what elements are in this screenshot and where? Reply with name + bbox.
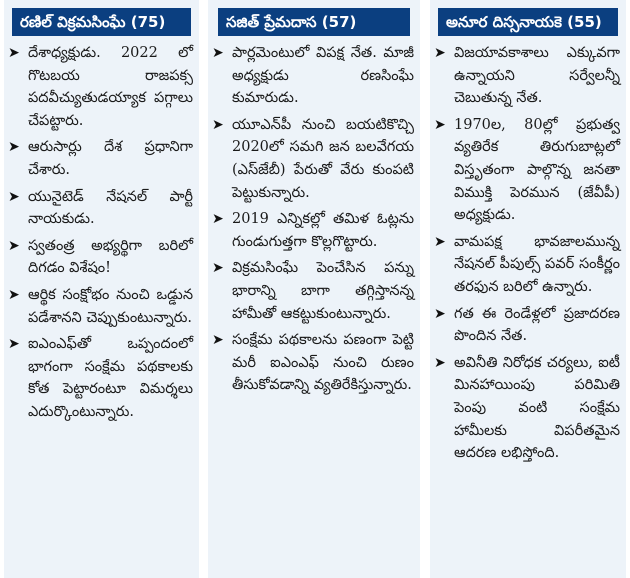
point-text: 2019 ఎన్నికల్లో తమిళ ఓట్లను గుండుగుత్తగా కొల్లగొట్టారు. — [232, 211, 414, 250]
point-item — [8, 235, 193, 280]
point-text: ఆర్థిక సంక్షోభం నుంచి ఒడ్డున పడేశానని చెప్పుకుంటున్నారు. — [28, 286, 193, 326]
point-item — [434, 231, 620, 299]
arrow-bullet-icon: ➤ — [434, 45, 446, 61]
candidate-column-sajith — [208, 0, 420, 578]
point-text: 1970ల, 80ల్లో ప్రభుత్వ వ్యతిరేక తిరుగుబాట్లలో విస్తృతంగా పాల్గొన్న జనతా విముక్తి పెరమున (జేవీపీ) అధ్యక్షుడు. — [454, 116, 620, 224]
point-text: స్వతంత్ర అభ్యర్థిగా బరిలో దిగడం విశేషం! — [28, 237, 193, 277]
points-list — [208, 42, 420, 397]
arrow-bullet-icon: ➤ — [212, 211, 224, 228]
arrow-bullet-icon: ➤ — [8, 45, 20, 61]
point-text: విక్రమసింఘే పెంచేసిన పన్ను భారాన్ని బాగా తగ్గిస్తానన్న హామీతో ఆకట్టుకుంటున్నారు. — [232, 260, 414, 322]
points-list — [430, 42, 626, 465]
point-item — [212, 329, 414, 397]
arrow-bullet-icon: ➤ — [212, 332, 224, 349]
point-text: దేశాధ్యక్షుడు. 2022 లో గొటబయ రాజపక్స పదవీచ్యుతుడయ్యాక పగ్గాలు చేపట్టారు. — [28, 45, 193, 129]
candidate-column-ranil — [4, 0, 199, 578]
point-text: వామపక్ష భావజాలమున్న నేషనల్ పీపుల్స్ పవర్ సంకీర్ణం తరఫున బరిలో ఉన్నారు. — [454, 233, 620, 295]
point-text: విజయావకాశాలు ఎక్కువగా ఉన్నాయని సర్వేలన్నీ చెబుతున్న నేత. — [454, 45, 620, 107]
arrow-bullet-icon: ➤ — [212, 116, 224, 133]
point-text: ఆరుసార్లు దేశ ప్రధానిగా చేశారు. — [28, 139, 193, 178]
point-item — [212, 208, 414, 253]
candidate-header: అనూర దిస్సనాయకె (55) — [438, 8, 618, 36]
candidate-header: రణిల్ విక్రమసింఘే (75) — [12, 8, 191, 36]
point-item — [8, 333, 193, 423]
point-item — [212, 42, 414, 110]
point-item — [8, 136, 193, 181]
arrow-bullet-icon: ➤ — [8, 286, 20, 303]
point-item — [8, 42, 193, 132]
candidate-column-anura — [430, 0, 626, 578]
point-text: ఐఎంఎఫ్‌తో ఒప్పందంలో భాగంగా సంక్షేమ పథకాలకు కోత పెట్టారంటూ విమర్శలు ఎదుర్కొంటున్నారు. — [28, 336, 193, 420]
arrow-bullet-icon: ➤ — [8, 139, 20, 156]
point-item — [8, 284, 193, 329]
arrow-bullet-icon: ➤ — [8, 188, 20, 205]
arrow-bullet-icon: ➤ — [212, 260, 224, 277]
point-item — [434, 303, 620, 348]
point-text: అవినీతి నిరోధక చర్యలు, ఐటీ మినహాయింపు పరిమితి పెంపు వంటి సంక్షేమ హామీలకు విపరీతమైన ఆదరణ లభిస్తోంది. — [454, 354, 620, 462]
point-text: పార్లమెంటులో విపక్ష నేత. మాజీ అధ్యక్షుడు రణసింఘే కుమారుడు. — [232, 45, 414, 107]
candidate-header: సజిత్ ప్రేమదాస (57) — [218, 8, 410, 36]
point-item — [434, 114, 620, 227]
point-item — [434, 352, 620, 465]
arrow-bullet-icon: ➤ — [8, 336, 20, 353]
point-text: యూఎన్‌పీ నుంచి బయటికొచ్చి 2020లో సమగి జన బలవేగయ (ఎస్‌జేబీ) పేరుతో వేరు కుంపటి పెట్టుకున్నారు. — [232, 116, 414, 201]
arrow-bullet-icon: ➤ — [434, 354, 446, 371]
arrow-bullet-icon: ➤ — [8, 237, 20, 254]
arrow-bullet-icon: ➤ — [434, 305, 446, 322]
point-text: యునైటెడ్ నేషనల్ పార్టీ నాయకుడు. — [28, 188, 193, 228]
point-item — [212, 114, 414, 204]
point-text: సంక్షేమ పథకాలను పణంగా పెట్టి మరీ ఐఎంఎఫ్ నుంచి రుణం తీసుకోవడాన్ని వ్యతిరేకిస్తున్నారు. — [232, 332, 414, 394]
point-item — [212, 257, 414, 325]
arrow-bullet-icon: ➤ — [434, 116, 446, 133]
point-item — [8, 186, 193, 231]
point-text: గత ఈ రెండేళ్లలో ప్రజాదరణ పొందిన నేత. — [454, 305, 620, 345]
point-item — [434, 42, 620, 110]
arrow-bullet-icon: ➤ — [212, 45, 224, 61]
arrow-bullet-icon: ➤ — [434, 233, 446, 250]
points-list — [4, 42, 199, 424]
